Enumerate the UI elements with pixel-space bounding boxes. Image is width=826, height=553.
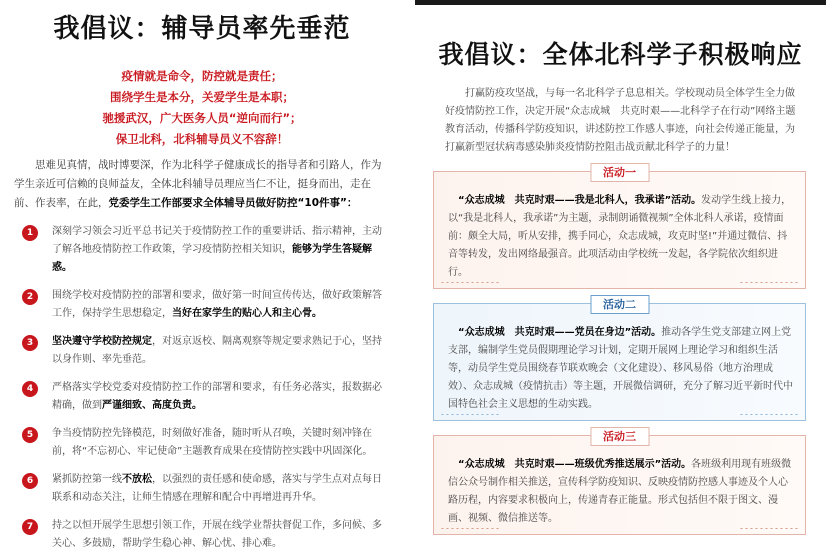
- activity-label: 活动二: [590, 295, 649, 314]
- task-text: [52, 223, 390, 277]
- activity-body: 推动各学生党支部建立网上党支部，编制学生党员假期理论学习计划，定期开展网上理论学习和组织生活等，动员学生党员围绕春节联欢晚会（文化建设）、移风易俗（地方治理成效）、众志成城（疫情抗击）等主题，开展微信调研，充分了解习近平新时代中国特色社会主义思想的生动实践。: [448, 327, 793, 410]
- activity-highlight: “众志成城 共克时艰——班级优秀推送展示”活动。: [458, 459, 692, 470]
- task-text-part: 严格落实学校党委对疫情防控工作的部署和要求，有任务必落实，报数据必精确，做到: [52, 382, 382, 411]
- decor-dots: [739, 281, 799, 284]
- activity-card-1: [433, 166, 806, 289]
- task-number-badge: 1: [22, 225, 38, 241]
- task-number-badge: 5: [22, 427, 38, 443]
- task-highlight: 坚决遵守学校防控规定: [52, 336, 152, 347]
- task-text: [52, 333, 390, 369]
- activity-text: [448, 324, 793, 414]
- slogan-line: 疫情就是命令，防控就是责任；: [121, 69, 283, 83]
- task-highlight: 当好在家学生的贴心人和主心骨。: [172, 308, 322, 319]
- right-poster: [415, 0, 826, 528]
- task-number-badge: 6: [22, 473, 38, 489]
- left-poster: [0, 0, 404, 549]
- task-item: [0, 223, 404, 277]
- right-intro: 打赢防疫攻坚战，与每一名北科学子息息相关。学校现动员全体学生全力做好疫情防控工作，决定开展“众志成城 共克时艰——北科学子在行动”网络主题教育活动，传播科学防疫知识，讲述防控工作感人事迹，向社会传递正能量，为打赢新型冠状病毒感染肺炎疫情防控阻击战贡献北科学子的力量！: [445, 88, 796, 153]
- decor-dots: [739, 413, 799, 416]
- task-list: [0, 223, 404, 553]
- task-text-part: 紧抓防控第一线: [52, 474, 122, 485]
- slogan-line: 围绕学生是本分，关爱学生是本职；: [110, 90, 294, 104]
- slogan-line: 驰援武汉，广大医务人员“逆向而行”；: [102, 111, 302, 125]
- task-text: [52, 287, 390, 323]
- task-number-badge: 7: [22, 519, 38, 535]
- activity-body: 发动学生线上接力，以“我是北科人，我承诺”为主题，录制朗诵微视频”全体北科人承诺，疫情面前：颇全大局，听从安排，携手同心，众志成城，攻克时坚!”并通过微信、抖音等转发，发出网络最强音。此项活动由学校统一发起，各学院依次组织进行。: [448, 195, 792, 278]
- task-text-part: 围绕学校对疫情防控的部署和要求，做好第一时间宣传传达，做好政策解答工作，保持学生思想稳定，: [52, 290, 382, 319]
- activity-label: 活动三: [590, 427, 649, 446]
- decor-dots: [739, 527, 799, 530]
- task-text: [52, 517, 390, 553]
- task-text-part: 持之以恒开展学生思想引领工作，开展在线学业帮扶督促工作，多问候、多关心、多鼓励，帮助学生稳心神、解心忧、排心难。: [52, 520, 382, 549]
- decor-dots: [440, 281, 500, 284]
- activity-label: 活动一: [590, 163, 649, 182]
- task-item: [0, 333, 404, 369]
- task-item: [0, 471, 404, 507]
- activity-text: [448, 456, 793, 528]
- activity-card-3: [433, 430, 806, 535]
- activity-body: 各班级利用现有班级微信公众号制作相关推送，宣传科学防疫知识、反映疫情防控感人事迹及个人心路历程，内容要求积极向上，传递青春正能量。形式包括但不限于图文、漫画、视频、微信推送等。: [448, 459, 792, 524]
- left-title: 我倡议：辅导员率先垂范: [53, 14, 351, 44]
- panel-divider: [404, 0, 415, 528]
- task-highlight: 严谨细致、高度负责。: [102, 400, 202, 411]
- activity-highlight: “众志成城 共克时艰——党员在身边”活动。: [458, 327, 662, 338]
- activity-text: [448, 192, 793, 282]
- decor-dots: [440, 527, 500, 530]
- slogan-block: [0, 66, 404, 150]
- activity-highlight: “众志成城 共克时艰——我是北科人，我承诺”活动。: [458, 195, 702, 206]
- intro-highlight: 党委学生工作部要求全体辅导员做好防控“10件事”：: [108, 197, 358, 209]
- task-highlight: 能够为学生答疑解惑。: [52, 244, 372, 273]
- task-number-badge: 4: [22, 381, 38, 397]
- activity-card-2: [433, 298, 806, 421]
- task-text: [52, 425, 390, 461]
- task-item: [0, 287, 404, 323]
- task-text-part: 争当疫情防控先锋模范，时刻做好准备，随时听从召唤，关键时刻冲锋在前，将“不忘初心、牢记使命”主题教育成果在疫情防控实践中巩固深化。: [52, 428, 373, 457]
- task-item: [0, 379, 404, 415]
- task-number-badge: 2: [22, 289, 38, 305]
- right-title: 我倡议：全体北科学子积极响应: [438, 40, 803, 69]
- task-text: [52, 471, 390, 507]
- decor-dots: [440, 413, 500, 416]
- top-bar: [415, 0, 826, 5]
- slogan-line: 保卫北科，北科辅导员义不容辞！: [115, 132, 289, 146]
- intro-text: 思难见真情，战时博要深，作为北科学子健康成长的指导者和引路人，作为学生亲近可信赖的良师益友，全体北科辅导员理应当仁不让，挺身而出，走在前、作表率，在此，: [14, 159, 382, 209]
- task-item: [0, 425, 404, 461]
- task-text-part: 深刻学习领会习近平总书记关于疫情防控工作的重要讲话、指示精神，主动了解各地疫情防控工作政策，学习疫情防控相关知识，: [52, 226, 382, 255]
- task-text: [52, 379, 390, 415]
- task-item: [0, 517, 404, 553]
- task-text-part: ，以强烈的责任感和使命感，落实与学生点对点每日联系和动态关注，让师生情感在理解和配合中再增进再升华。: [52, 474, 382, 503]
- task-highlight: 不放松: [122, 474, 152, 485]
- left-intro: [0, 150, 404, 213]
- task-number-badge: 3: [22, 335, 38, 351]
- task-text-part: ，对返京返校、隔离观察等规定要求熟记于心，坚持以身作则、率先垂范。: [52, 336, 382, 365]
